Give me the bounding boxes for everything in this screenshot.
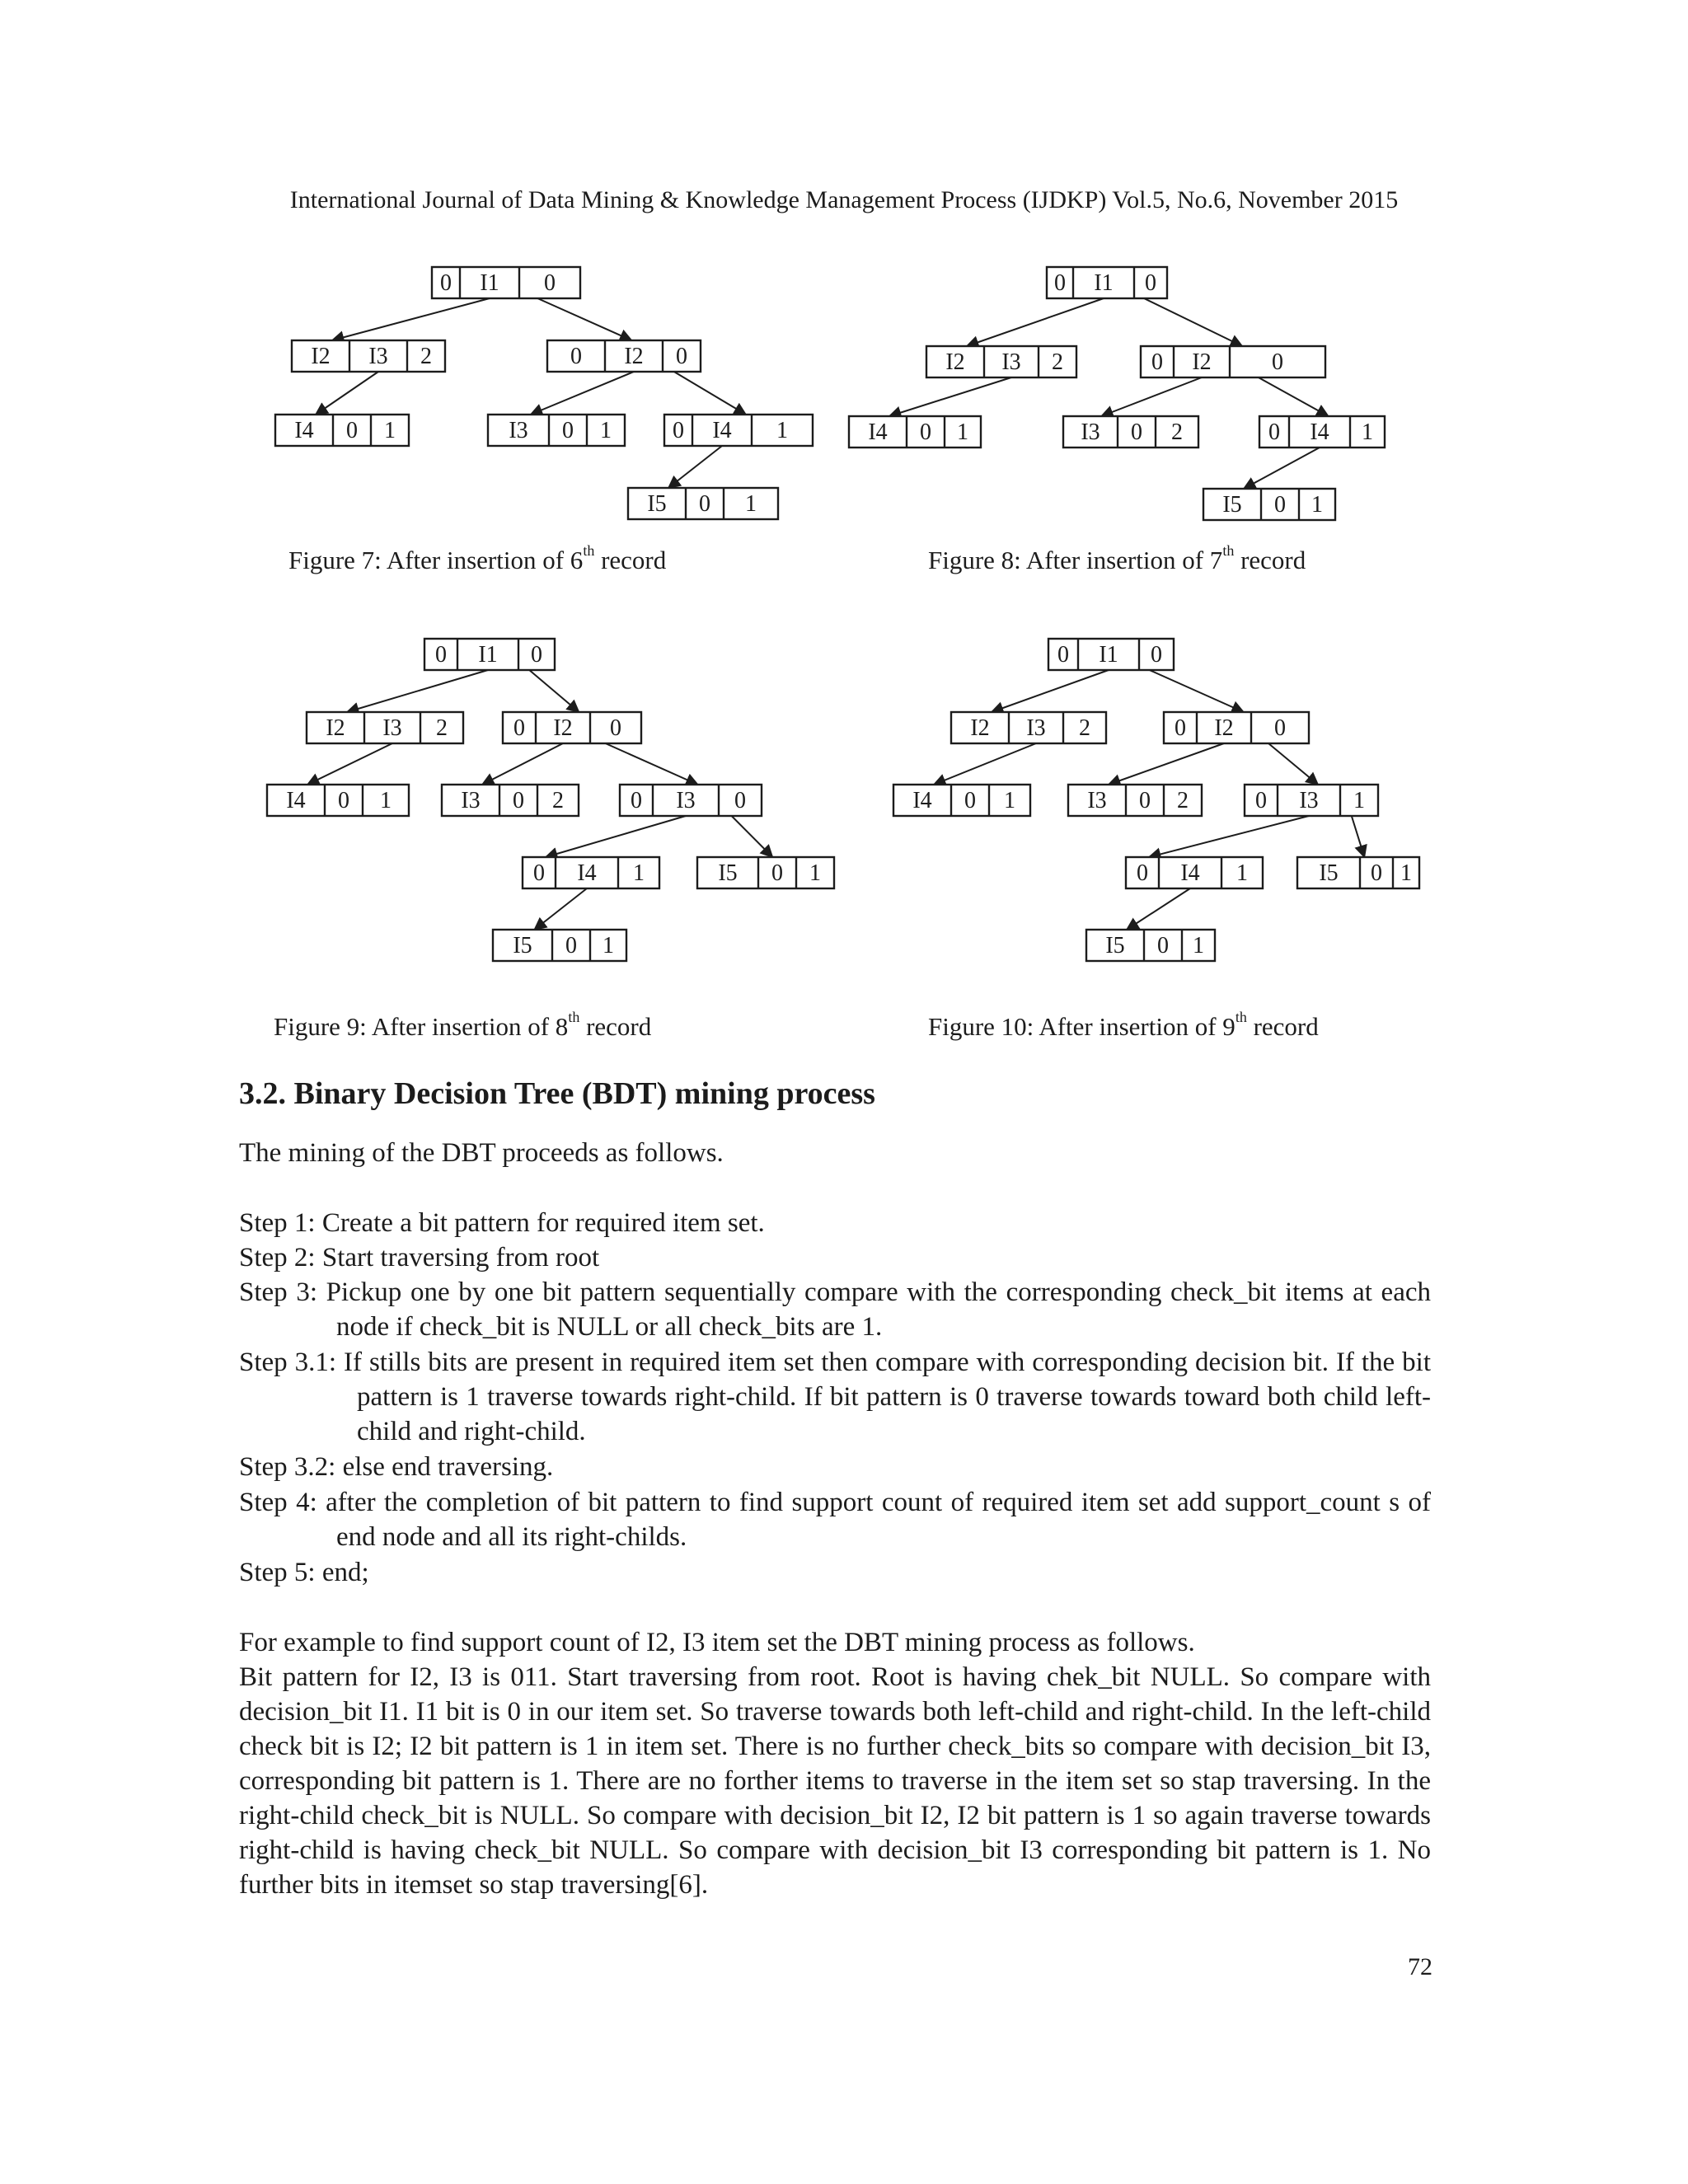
tree-node: [697, 857, 834, 888]
tree-node-cell-label: 0: [1054, 270, 1066, 296]
tree-node-cell-label: 1: [600, 418, 612, 443]
tree-node: [893, 785, 1030, 816]
tree-edge-arrow: [537, 298, 631, 340]
tree-node: [547, 340, 701, 372]
tree-node-cell-label: 0: [338, 788, 349, 813]
tree-node-cell-label: I3: [461, 788, 481, 813]
caption-superscript: th: [1235, 1009, 1247, 1025]
tree-node-cell-label: 1: [1362, 419, 1373, 445]
tree-node-cell-label: 2: [1171, 419, 1183, 445]
tree-node-cell-label: 0: [1151, 642, 1162, 668]
tree-node-cell-label: 1: [603, 933, 614, 958]
tree-edge-arrow: [668, 446, 722, 488]
tree-node-cell-label: 2: [1052, 349, 1063, 375]
tree-node-cell-label: I4: [1180, 860, 1200, 886]
tree-node-cell-label: 1: [1353, 788, 1365, 813]
tree-node-box: [1141, 346, 1325, 377]
tree-edge-arrow: [1268, 743, 1318, 785]
tree-node: [1063, 416, 1198, 448]
tree-node-cell-label: 0: [513, 788, 524, 813]
tree-node-cell-label: 0: [570, 344, 582, 369]
running-head: International Journal of Data Mining & Knowledge Management Process (IJDKP) Vol.5, No.6, November 2015: [289, 186, 1399, 213]
step-2: Step 2: Start traversing from root: [239, 1243, 600, 1272]
tree-edge-arrow: [1101, 377, 1202, 416]
tree-node-cell-label: 1: [1004, 788, 1015, 813]
tree-node-cell-label: 0: [1137, 860, 1148, 886]
tree-node-cell-label: 0: [1157, 933, 1169, 958]
tree-node-cell-label: 0: [920, 419, 931, 445]
tree-node: [503, 712, 641, 743]
tree-node-cell-label: 0: [1151, 349, 1163, 375]
tree-node-cell-label: I1: [478, 642, 498, 668]
tree-node-cell-label: I2: [624, 344, 644, 369]
tree-node-cell-label: I1: [1099, 642, 1118, 668]
tree-edge-arrow: [1150, 670, 1244, 712]
tree-node: [1048, 639, 1174, 670]
tree-edge-arrow: [967, 298, 1104, 346]
tree-node-cell-label: 0: [435, 642, 447, 668]
tree-edge-arrow: [529, 670, 579, 712]
caption-text-end: record: [1234, 546, 1306, 574]
page-number: 72: [1408, 1953, 1432, 1980]
section-intro: The mining of the DBT proceeds as follows.: [239, 1138, 724, 1168]
tree-node-cell-label: 0: [631, 788, 642, 813]
tree-node-cell-label: 0: [562, 418, 574, 443]
tree-node-cell-label: I4: [1310, 419, 1329, 445]
tree-node-cell-label: 0: [440, 270, 452, 296]
example-intro: For example to find support count of I2, I3 item set the DBT mining process as follows.: [239, 1628, 1195, 1657]
tree-node-cell-label: 1: [380, 788, 392, 813]
tree-node-cell-label: I2: [553, 715, 573, 741]
step-1: Step 1: Create a bit pattern for required item set.: [239, 1208, 765, 1238]
tree-node-cell-label: I5: [1105, 933, 1125, 958]
tree-node-cell-label: 0: [1274, 492, 1286, 518]
tree-edge-arrow: [732, 816, 773, 857]
tree-node-cell-label: I4: [868, 419, 888, 445]
tree-edge-arrow: [332, 298, 490, 340]
tree-node: [664, 415, 813, 446]
tree-node-cell-label: 0: [1272, 349, 1283, 375]
tree-node-cell-label: 0: [1131, 419, 1142, 445]
tree-node-cell-label: 1: [1311, 492, 1323, 518]
tree-node-cell-label: I3: [1001, 349, 1021, 375]
tree-node-cell-label: I2: [970, 715, 990, 741]
figure-9-tree-diagram: [256, 626, 849, 972]
tree-edge-arrow: [534, 888, 587, 930]
figure-8-caption: [928, 542, 1306, 575]
tree-node-cell-label: 2: [1177, 788, 1189, 813]
tree-node: [292, 340, 445, 372]
tree-edge-arrow: [316, 372, 378, 415]
tree-node-cell-label: 0: [1145, 270, 1156, 296]
tree-edge-arrow: [934, 743, 1036, 785]
tree-node-box: [664, 415, 813, 446]
tree-node-cell-label: 1: [384, 418, 396, 443]
tree-node-cell-label: 1: [633, 860, 645, 886]
tree-node-cell-label: 0: [676, 344, 687, 369]
tree-node-cell-label: 0: [1057, 642, 1069, 668]
tree-node-cell-label: 0: [1268, 419, 1280, 445]
tree-edge-arrow: [606, 743, 698, 785]
tree-node-cell-label: 1: [1193, 933, 1204, 958]
tree-node-cell-label: 1: [745, 491, 757, 517]
tree-edge-arrow: [992, 670, 1109, 712]
tree-node-cell-label: 0: [610, 715, 621, 741]
tree-node: [926, 346, 1076, 377]
tree-node: [1068, 785, 1202, 816]
tree-node-cell-label: I2: [311, 344, 331, 369]
tree-node-cell-label: I3: [676, 788, 696, 813]
step-3-2: Step 3.2: else end traversing.: [239, 1452, 554, 1482]
tree-node-cell-label: 0: [964, 788, 976, 813]
tree-node-cell-label: 1: [1400, 860, 1412, 886]
figure-7-caption: [288, 542, 667, 575]
tree-node-cell-label: 2: [1079, 715, 1090, 741]
tree-node-cell-label: 0: [673, 418, 684, 443]
tree-node-cell-label: 0: [771, 860, 783, 886]
caption-text-end: record: [1246, 1012, 1319, 1041]
tree-node-cell-label: 2: [420, 344, 432, 369]
tree-node-cell-label: 0: [734, 788, 746, 813]
caption-superscript: th: [568, 1009, 580, 1025]
tree-node-cell-label: 0: [513, 715, 525, 741]
tree-node-cell-label: 1: [1236, 860, 1248, 886]
step-3-1: Step 3.1: If stills bits are present in required item set then compare with corresponding decision bit. If the bit pattern is 1 traverse towards right-child. If bit pattern is 0 traverse towards toward both child left-child and right-child.: [239, 1347, 1431, 1446]
tree-edge-arrow: [674, 372, 746, 415]
tree-node-cell-label: 0: [346, 418, 358, 443]
figure-10-caption: [928, 1009, 1319, 1042]
tree-edge-arrow: [1109, 743, 1224, 785]
tree-node-cell-label: 0: [1255, 788, 1267, 813]
tree-node-cell-label: I4: [577, 860, 597, 886]
tree-node: [1297, 857, 1419, 888]
tree-node-cell-label: I2: [1192, 349, 1212, 375]
tree-node-cell-label: I3: [368, 344, 388, 369]
tree-node-cell-label: I3: [1087, 788, 1107, 813]
tree-node: [523, 857, 659, 888]
example-paragraph: Bit pattern for I2, I3 is 011. Start traversing from root. Root is having chek_bit NULL. So compare with decision_bit I1. I1 bit is 0 in our item set. So traverse towards both left-child and right-child. In the left-child check bit is I2; I2 bit pattern is 1 in item set. There is no further check_bits so compare with decision_bit I3, corresponding bit pattern is 1. There are no forther items to traverse in the item set so stap traversing. In the right-child check_bit is NULL. So compare with decision_bit I2, I2 bit pattern is 1 so again traverse towards right-child is having check_bit NULL. So compare with decision_bit I3 corresponding bit pattern is 1. No further bits in itemset so stap traversing[6].: [239, 1662, 1431, 1900]
figure-10-tree-diagram: [882, 626, 1434, 972]
figure-9-caption: [274, 1009, 652, 1042]
tree-edge-arrow: [1144, 298, 1242, 346]
caption-text-end: record: [579, 1012, 652, 1041]
figure-8-tree-diagram: [841, 255, 1418, 536]
tree-node-cell-label: 0: [533, 860, 545, 886]
step-3: Step 3: Pickup one by one bit pattern sequentially compare with the corresponding check_bit items at each node if check_bit is NULL or all check_bits are 1.: [239, 1277, 1431, 1342]
tree-edge-arrow: [546, 816, 686, 857]
tree-edge-arrow: [889, 377, 1011, 416]
tree-edge-arrow: [1244, 448, 1320, 489]
tree-node-cell-label: I4: [294, 418, 314, 443]
tree-node-cell-label: I2: [326, 715, 345, 741]
tree-edge-arrow: [1127, 888, 1190, 930]
tree-node-cell-label: I1: [480, 270, 499, 296]
tree-node-cell-label: I5: [1319, 860, 1339, 886]
tree-node: [1164, 712, 1309, 743]
tree-node: [620, 785, 762, 816]
caption-text: Figure 8: After insertion of 7: [928, 546, 1223, 574]
tree-node-cell-label: 2: [552, 788, 564, 813]
figure-7-tree-diagram: [264, 255, 808, 536]
tree-node: [951, 712, 1106, 743]
tree-node-cell-label: 0: [531, 642, 542, 668]
tree-node-cell-label: I4: [286, 788, 306, 813]
tree-node: [1259, 416, 1385, 448]
tree-edge-arrow: [1259, 377, 1329, 416]
tree-node-cell-label: 0: [1371, 860, 1382, 886]
tree-node-cell-label: I3: [382, 715, 402, 741]
tree-node-cell-label: 0: [699, 491, 710, 517]
caption-text: Figure 10: After insertion of 9: [928, 1012, 1236, 1041]
tree-node-cell-label: I2: [1214, 715, 1234, 741]
tree-node-cell-label: 0: [1175, 715, 1186, 741]
tree-edge-arrow: [1352, 816, 1365, 857]
tree-node: [1141, 346, 1325, 377]
tree-node-cell-label: I4: [712, 418, 732, 443]
tree-edge-arrow: [531, 372, 634, 415]
tree-node-cell-label: 0: [565, 933, 577, 958]
caption-superscript: th: [583, 542, 595, 559]
caption-text-end: record: [594, 546, 667, 574]
caption-superscript: th: [1222, 542, 1235, 559]
tree-node-cell-label: 0: [1139, 788, 1151, 813]
tree-node-cell-label: 2: [436, 715, 448, 741]
tree-node-cell-label: I3: [1026, 715, 1046, 741]
tree-edge-arrow: [347, 670, 488, 712]
tree-node-cell-label: 1: [957, 419, 968, 445]
section-heading: 3.2. Binary Decision Tree (BDT) mining process: [239, 1076, 875, 1111]
tree-node-cell-label: 0: [1274, 715, 1286, 741]
tree-node-cell-label: I3: [509, 418, 528, 443]
tree-node: [1203, 489, 1335, 520]
caption-text: Figure 9: After insertion of 8: [274, 1012, 569, 1041]
tree-node: [1047, 267, 1167, 298]
step-4: Step 4: after the completion of bit pattern to find support count of required item set add support_count s of end node and all its right-childs.: [239, 1488, 1431, 1552]
tree-node-box: [432, 267, 580, 298]
tree-edge-arrow: [482, 743, 563, 785]
tree-node-cell-label: I2: [945, 349, 965, 375]
tree-node-cell-label: I5: [647, 491, 667, 517]
tree-node: [1086, 930, 1215, 961]
tree-node-cell-label: I3: [1081, 419, 1100, 445]
tree-node-cell-label: I5: [1222, 492, 1242, 518]
tree-edge-arrow: [1149, 816, 1309, 857]
tree-node-cell-label: I3: [1299, 788, 1319, 813]
caption-text: Figure 7: After insertion of 6: [288, 546, 584, 574]
tree-node: [849, 416, 981, 448]
tree-node-cell-label: I4: [912, 788, 932, 813]
tree-node-cell-label: 0: [544, 270, 556, 296]
tree-node: [442, 785, 579, 816]
tree-node-cell-label: 1: [776, 418, 788, 443]
tree-node-cell-label: I5: [513, 933, 532, 958]
tree-node-cell-label: I5: [718, 860, 738, 886]
tree-node: [307, 712, 463, 743]
tree-node-cell-label: I1: [1094, 270, 1114, 296]
tree-node: [424, 639, 555, 670]
tree-node: [432, 267, 580, 298]
step-5: Step 5: end;: [239, 1558, 369, 1587]
tree-edge-arrow: [307, 743, 392, 785]
tree-node: [1245, 785, 1378, 816]
tree-node: [628, 488, 778, 519]
tree-node-cell-label: 1: [809, 860, 821, 886]
tree-node: [493, 930, 626, 961]
tree-node: [1126, 857, 1263, 888]
tree-node: [275, 415, 409, 446]
tree-node: [267, 785, 409, 816]
tree-node: [488, 415, 625, 446]
